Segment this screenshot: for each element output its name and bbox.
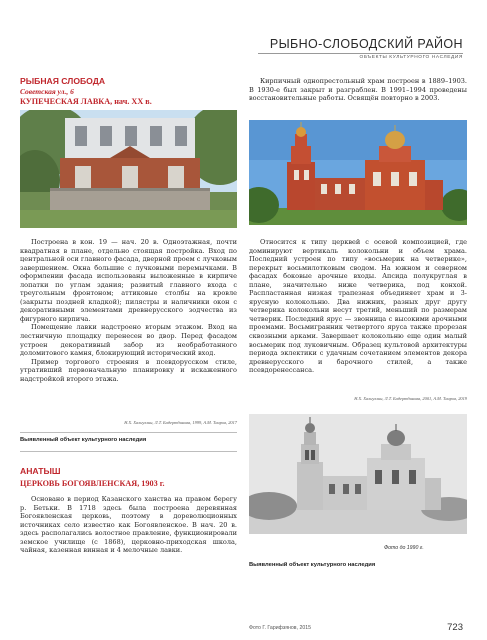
address: Советская ул., 6 — [20, 87, 74, 96]
right-column-text — [249, 238, 467, 375]
place-heading-rybnaya-sloboda: РЫБНАЯ СЛОБОДА — [20, 76, 106, 86]
section-title: РЫБНО-СЛОБОДСКИЙ РАЙОН — [269, 37, 463, 51]
author-credit: Н.Х. Халиуллин, Л.Т. Бадертдинова, 2001, А.М. Таиров, 2019 — [354, 396, 467, 401]
photo-credit-footer: Фото Г. Гарифзянов, 2015 — [249, 625, 311, 631]
object-title-merchant-shop: КУПЕЧЕСКАЯ ЛАВКА, нач. XX в. — [20, 97, 152, 106]
right-intro-text — [249, 77, 467, 103]
intro-paragraph: Кирпичный однопрестольный храм построен в 1889–1903. В 1930-е был закрыт и разграблен. В 1991–1994 проведены восстановительные работы. Освящён повторно в 2003. — [249, 77, 467, 103]
object-title-epiphany-church: ЦЕРКОВЬ БОГОЯВЛЕНСКАЯ, 1903 г. — [20, 479, 165, 488]
photo-caption: Фото до 1990 г. — [384, 545, 424, 551]
left-column-text — [20, 238, 237, 383]
status-label: Выявленный объект культурного наследия — [249, 562, 376, 568]
paragraph: Помещение лавки надстроено вторым этажом. Вход на лестничную площадку перенесен во двор. Перед фасадом устроен декоративный забор из необработанного доломитового камня, блокирующий исторический вход. — [20, 323, 237, 358]
anatysh-text — [20, 495, 237, 555]
paragraph: Пример торгового строения в псевдорусском стиле, утративший первоначальную планировку и искаженного надстройкой второго этажа. — [20, 357, 237, 383]
page-number: 723 — [447, 622, 463, 633]
place-heading-anatysh: АНАТЫШ — [20, 466, 61, 476]
divider — [20, 451, 237, 452]
paragraph: Основано в период Казанского ханства на правом берегу р. Бетьки. В 1718 здесь была построена деревянная Богоявленская церковь, поэтому в дореволюционных источниках село известно как Богоявленское. В нач. 20 в. здесь располагались волостное правление, функционировали земское училище (с 1868), церковно-приходская школа, чайная, казенная винная и 4 мелочные лавки. — [20, 495, 237, 555]
author-credit: Н.Х. Халиуллин, Л.Т. Бадертдинова, 1999, А.М. Таиров, 2017 — [124, 420, 237, 425]
status-label: Выявленный объект культурного наследия — [20, 437, 147, 443]
paragraph: Относится к типу церквей с осевой композицией, где доминируют вертикаль колокольни и объем храма. Последний устроен по типу «восьмерик на четверике», перекрыт восьмилотковым сводом. На южном и северном фасадах боковые арочные входы. Апсида полукруглая в плане, значительно ниже четверика, под конхой. Распластанная низкая трапезная объединяет храм и 3-ярусную колокольню. Два нижних, разных друг другу четверика колокольни несут третий, меньший по размерам четверик. Последний ярус — звонница с высокими арочными проемами. Восьмигранник четвертого яруса также прорезан сквозными арками. Завершает колокольню еще один малый восьмерик под луковичным. Образец культовой архитектуры периода эклектики с удачным сочетанием элементов декора древнерусского и барочного стилей, а также псевдоренессанса. — [249, 238, 467, 375]
photo-merchant-shop — [20, 110, 237, 228]
paragraph: Построена в кон. 19 — нач. 20 в. Одноэтажная, почти квадратная в плане, отдельно стоящая постройка. Вход по центральной оси главного фасада, дверной проем с лучковым завершением. Окна большие с лучковыми перемычками. В оформлении фасада использованы выложенные в кирпиче лопатки по углам здания; развитый главного входа с треугольным фронтоном; аттиковые столбы на кровле (закрыты поздней кладкой); пилястры и наличники окон с декоративными элементами древнерусского зодчества из фигурного кирпича. — [20, 238, 237, 323]
divider — [20, 432, 237, 433]
section-subtitle: ОБЪЕКТЫ КУЛЬТУРНОГО НАСЛЕДИЯ — [359, 55, 463, 60]
header-divider — [258, 53, 463, 54]
photo-red-church — [249, 120, 467, 225]
photo-epiphany-church-bw — [249, 414, 467, 534]
